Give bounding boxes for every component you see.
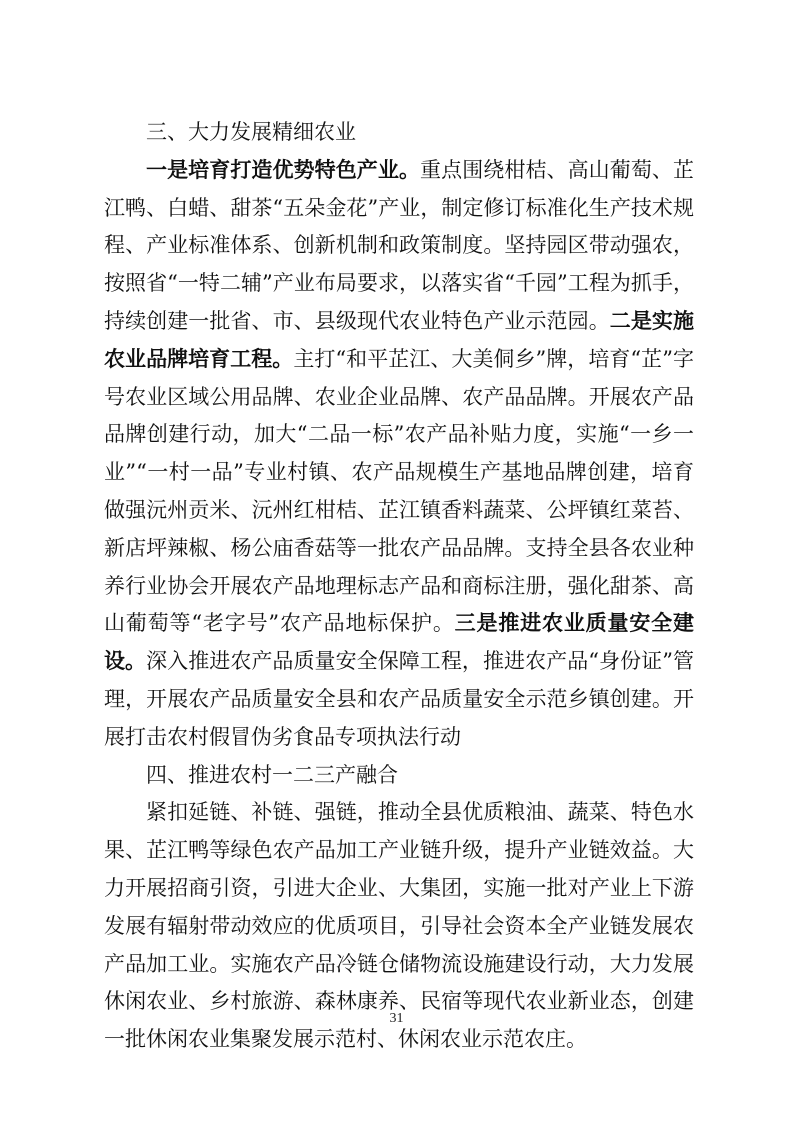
section-heading-3: 三、大力发展精细农业 (146, 120, 356, 144)
section-paragraph-4: 紧扣延链、补链、强链，推动全县优质粮油、蔬菜、特色水果、芷江鸭等绿色农产品加工产业链升级，提升产业链效益。大力开展招商引资，引进大企业、大集团，实施一批对产业上下游发展有辐射带动效应的优质项目，引导社会资本全产业链发展农产品加工业。实施农产品冷链仓储物流设施建设行动，大力发展休闲农业、乡村旅游、森林康养、民宿等现代农业新业态，创建一批休闲农业集聚发展示范村、休闲农业示范农庄。 (104, 800, 694, 1052)
section-paragraph-3 (104, 152, 694, 757)
bold-lead-2: 二是实施农业品牌培育工程。 (104, 308, 695, 371)
page-body (104, 114, 694, 1059)
body-text-2: 主打“和平芷江、大美侗乡”牌，培育“芷”字号农业区域公用品牌、农业企业品牌、农产品品牌。开展农产品品牌创建行动，加大“二品一标”农产品补贴力度，实施“一乡一业”“一村一品”专业村镇、农产品规模生产基地品牌创建，培育做强沅州贡米、沅州红柑桔、芷江镇香料蔬菜、公坪镇红菜苔、新店坪辣椒、杨公庙香菇等一批农产品品牌。支持全县各农业种养行业协会开展农产品地理标志产品和商标注册，强化甜茶、高山葡萄等“老字号”农产品地标保护。 (104, 346, 694, 636)
body-text-3: 深入推进农产品质量安全保障工程，推进农产品“身份证”管理，开展农产品质量安全县和农产品质量安全示范乡镇创建。开展打击农村假冒伪劣食品专项执法行动 (104, 649, 694, 749)
body-text-1: 重点围绕柑桔、高山葡萄、芷江鸭、白蜡、甜茶“五朵金花”产业，制定修订标准化生产技术规程、产业标准体系、创新机制和政策制度。坚持园区带动强农，按照省“一特二辅”产业布局要求，以落实省“千园”工程为抓手，持续创建一批省、市、县级现代农业特色产业示范园。 (104, 157, 695, 333)
page-number: 31 (389, 1011, 404, 1026)
bold-lead-3: 三是推进农业质量安全建设。 (104, 611, 694, 674)
section-heading-4: 四、推进农村一二三产融合 (146, 762, 398, 787)
bold-lead-1: 一是培育打造优势特色产业。 (146, 157, 421, 182)
